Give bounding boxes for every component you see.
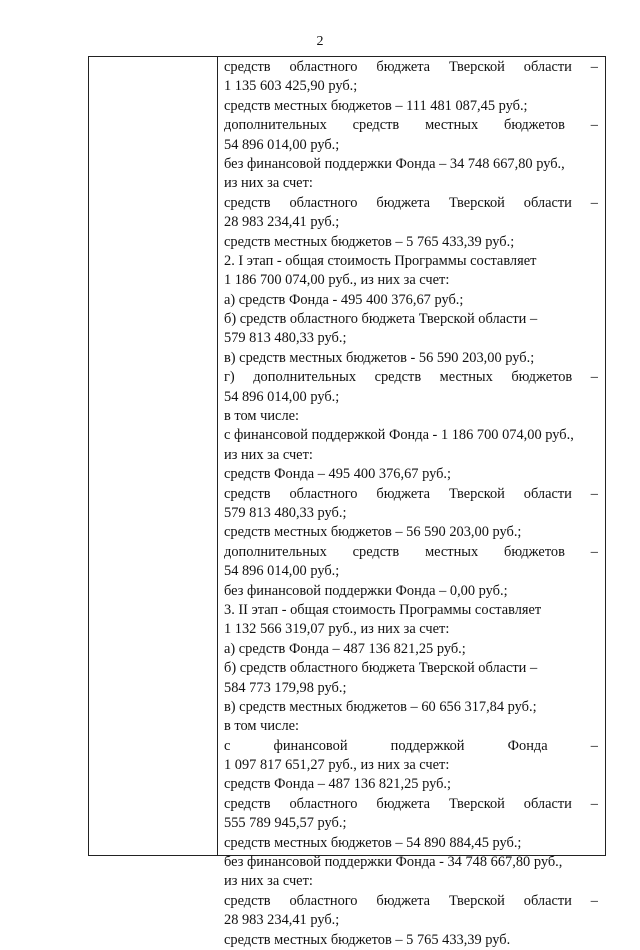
text-line: в) средств местных бюджетов - 56 590 203,00 руб.; xyxy=(224,349,535,366)
word: областного xyxy=(289,892,358,909)
text-line: средств местных бюджетов – 56 590 203,00 руб.; xyxy=(224,524,522,541)
document-table xyxy=(88,56,606,948)
word: областного xyxy=(289,194,358,211)
word: средств xyxy=(224,795,271,812)
word: – xyxy=(590,543,598,560)
word: Тверской xyxy=(448,59,505,75)
word: поддержкой xyxy=(390,737,465,754)
column-divider xyxy=(217,57,218,855)
text-line xyxy=(224,892,598,911)
text-line: с финансовой поддержкой Фонда - 1 186 700 074,00 руб., xyxy=(224,427,574,444)
text-line: 579 813 480,33 руб.; xyxy=(224,330,347,347)
text-line: без финансовой поддержки Фонда – 0,00 руб.; xyxy=(224,582,508,599)
word: г) xyxy=(224,369,235,386)
word: средств xyxy=(352,543,400,560)
word: дополнительных xyxy=(253,369,357,386)
word: бюджетов xyxy=(504,117,565,134)
word: средств xyxy=(224,485,271,502)
word: дополнительных xyxy=(224,117,327,134)
text-line: из них за счет: xyxy=(224,175,313,192)
text-line: 2. I этап - общая стоимость Программы составляет xyxy=(224,252,537,269)
text-line: а) средств Фонда – 487 136 821,25 руб.; xyxy=(224,640,466,657)
text-line: б) средств областного бюджета Тверской области – xyxy=(224,311,538,328)
word: средств xyxy=(224,194,271,211)
text-line: 28 983 234,41 руб.; xyxy=(224,214,340,231)
text-line xyxy=(224,368,598,387)
word: Тверской xyxy=(448,485,505,502)
word: области xyxy=(523,795,572,812)
text-line: 54 896 014,00 руб.; xyxy=(224,563,340,580)
word: области xyxy=(523,194,572,211)
text-line: средств местных бюджетов – 111 481 087,45 руб.; xyxy=(224,97,528,114)
text-line: средств Фонда – 495 400 376,67 руб.; xyxy=(224,466,452,483)
text-line: 579 813 480,33 руб.; xyxy=(224,504,347,521)
text-line: 1 186 700 074,00 руб., из них за счет: xyxy=(224,272,450,289)
text-line: средств местных бюджетов – 54 890 884,45 руб.; xyxy=(224,834,522,851)
text-line xyxy=(224,543,598,562)
word: области xyxy=(523,892,572,909)
text-line xyxy=(224,485,598,504)
text-line xyxy=(224,795,598,814)
text-line: средств Фонда – 487 136 821,25 руб.; xyxy=(224,776,452,793)
text-line: 3. II этап - общая стоимость Программы составляет xyxy=(224,601,542,618)
text-line: из них за счет: xyxy=(224,873,313,890)
text-line: б) средств областного бюджета Тверской области – xyxy=(224,660,538,677)
word: бюджетов xyxy=(511,369,573,386)
word: Тверской xyxy=(448,194,505,211)
word: средств xyxy=(224,59,271,75)
text-line: без финансовой поддержки Фонда - 34 748 667,80 руб., xyxy=(224,854,563,871)
text-line: а) средств Фонда - 495 400 376,67 руб.; xyxy=(224,291,464,308)
text-line: средств местных бюджетов – 5 765 433,39 руб.; xyxy=(224,233,515,250)
word: бюджета xyxy=(376,892,431,909)
word: – xyxy=(590,892,598,909)
word: бюджета xyxy=(376,59,431,75)
word: местных xyxy=(425,543,479,560)
text-line: в том числе: xyxy=(224,408,300,425)
word: бюджета xyxy=(376,485,431,502)
word: Фонда xyxy=(507,737,548,754)
word: – xyxy=(590,194,598,211)
word: финансовой xyxy=(273,737,348,754)
text-line: 54 896 014,00 руб.; xyxy=(224,388,340,405)
word: дополнительных xyxy=(224,543,327,560)
text-line: в) средств местных бюджетов – 60 656 317,84 руб.; xyxy=(224,698,537,715)
page-number: 2 xyxy=(316,34,324,49)
word: областного xyxy=(289,59,358,75)
word: области xyxy=(523,59,572,75)
word: Тверской xyxy=(448,892,505,909)
text-line xyxy=(224,116,598,135)
word: – xyxy=(590,59,598,75)
word: средств xyxy=(224,892,271,909)
word: средств xyxy=(352,117,400,134)
word: Тверской xyxy=(448,795,505,812)
word: – xyxy=(590,737,598,754)
word: с xyxy=(224,737,231,754)
text-line xyxy=(224,58,598,77)
text-line: 1 097 817 651,27 руб., из них за счет: xyxy=(224,757,450,774)
table-cell-right xyxy=(224,58,598,950)
word: – xyxy=(590,795,598,812)
word: местных xyxy=(439,369,493,386)
word: – xyxy=(590,485,598,502)
word: – xyxy=(590,369,598,386)
word: областного xyxy=(289,795,358,812)
word: бюджетов xyxy=(504,543,565,560)
text-line: 584 773 179,98 руб.; xyxy=(224,679,347,696)
text-line: средств местных бюджетов – 5 765 433,39 руб. xyxy=(224,931,511,948)
word: средств xyxy=(374,369,422,386)
text-line: в том числе: xyxy=(224,718,300,735)
word: областного xyxy=(289,485,358,502)
word: местных xyxy=(425,117,479,134)
text-line xyxy=(224,194,598,213)
word: бюджета xyxy=(376,795,431,812)
text-line: 54 896 014,00 руб.; xyxy=(224,136,340,153)
word: бюджета xyxy=(376,194,431,211)
text-line: 555 789 945,57 руб.; xyxy=(224,815,347,832)
word: – xyxy=(590,117,598,134)
text-line: из них за счет: xyxy=(224,446,313,463)
text-line: 28 983 234,41 руб.; xyxy=(224,912,340,929)
text-line: 1 135 603 425,90 руб.; xyxy=(224,78,358,95)
text-line xyxy=(224,737,598,756)
text-line: без финансовой поддержки Фонда – 34 748 667,80 руб., xyxy=(224,155,565,172)
word: области xyxy=(523,485,572,502)
text-line: 1 132 566 319,07 руб., из них за счет: xyxy=(224,621,450,638)
